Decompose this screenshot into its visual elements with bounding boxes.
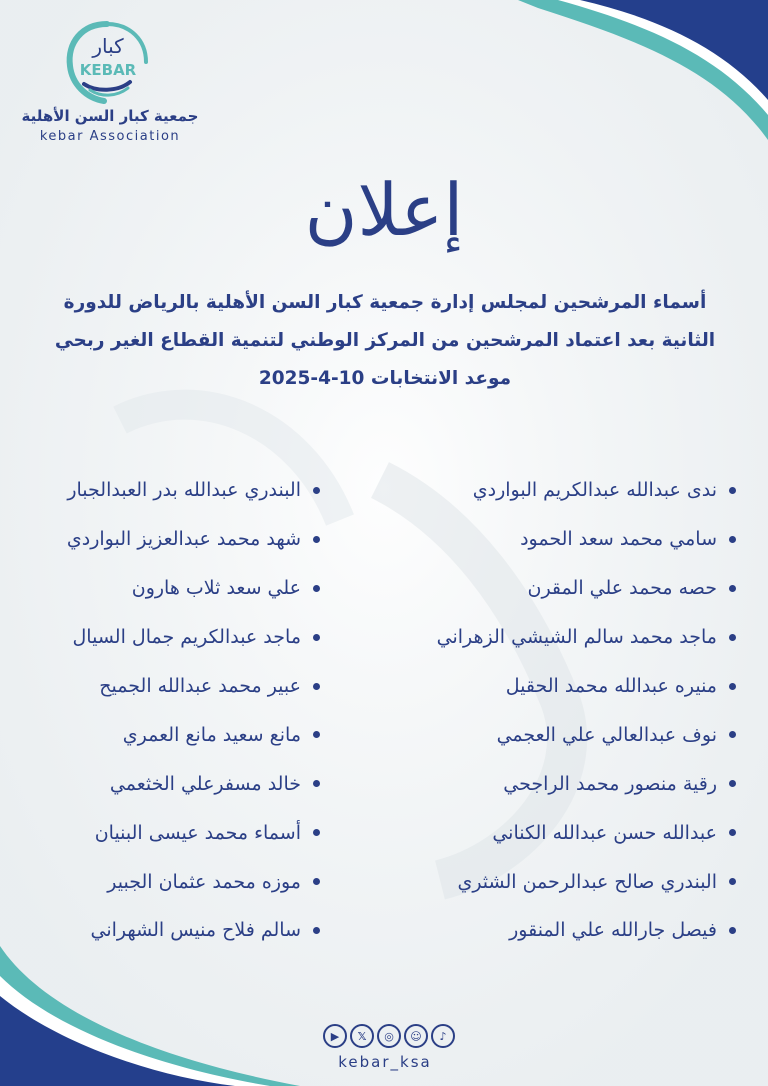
announcement-subtitle xyxy=(30,284,740,398)
list-item xyxy=(366,857,736,906)
candidate-name: عبير محمد عبدالله الجميح xyxy=(99,675,301,697)
bullet-icon xyxy=(729,829,736,836)
list-item xyxy=(366,710,736,759)
logo-latin-word: KEBAR xyxy=(79,61,137,79)
bullet-icon xyxy=(729,683,736,690)
association-name-english: kebar Association xyxy=(39,129,181,144)
list-item xyxy=(20,808,320,857)
list-item xyxy=(20,759,320,808)
list-item xyxy=(20,515,320,564)
candidate-name: مانع سعيد مانع العمري xyxy=(122,723,301,746)
candidate-name: البندري صالح عبدالرحمن الشثري xyxy=(457,870,717,893)
announcement-title: إعلان xyxy=(304,168,464,252)
bullet-icon xyxy=(729,878,736,885)
list-item xyxy=(20,710,320,759)
candidate-name: عبدالله حسن عبدالله الكناني xyxy=(492,821,717,844)
youtube-icon[interactable]: ▶ xyxy=(323,1024,347,1048)
bullet-icon xyxy=(313,927,320,934)
bullet-icon xyxy=(313,585,320,592)
candidate-name: خالد مسفرعلي الخثعمي xyxy=(109,772,301,795)
corner-decoration-top-right xyxy=(518,0,768,140)
candidate-name: سالم فلاح منيس الشهراني xyxy=(90,919,301,942)
list-item xyxy=(20,613,320,662)
candidate-name: منيره عبدالله محمد الحقيل xyxy=(505,675,717,697)
candidate-name: فيصل جارالله علي المنقور xyxy=(509,919,717,942)
bullet-icon xyxy=(313,731,320,738)
candidates-list-right xyxy=(366,466,736,955)
list-item xyxy=(20,564,320,613)
list-item xyxy=(366,564,736,613)
list-item xyxy=(366,808,736,857)
bullet-icon xyxy=(313,487,320,494)
subtitle-line: موعد الانتخابات 10-4-2025 xyxy=(258,368,512,389)
x-icon[interactable]: 𝕏 xyxy=(350,1024,374,1048)
candidate-name: سامي محمد سعد الحمود xyxy=(520,528,717,551)
candidate-name: ماجد عبدالكريم جمال السيال xyxy=(72,626,301,649)
list-item xyxy=(20,662,320,711)
candidate-name: نوف عبدالعالي علي العجمي xyxy=(496,723,717,746)
tiktok-icon[interactable]: ♪ xyxy=(431,1024,455,1048)
candidate-name: رقية منصور محمد الراجحي xyxy=(503,772,717,795)
bullet-icon xyxy=(313,634,320,641)
list-item xyxy=(366,515,736,564)
association-name-arabic: جمعية كبار السن الأهلية xyxy=(21,107,199,125)
instagram-icon[interactable]: ◎ xyxy=(377,1024,401,1048)
subtitle-line: أسماء المرشحين لمجلس إدارة جمعية كبار السن الأهلية بالرياض للدورة xyxy=(63,292,707,313)
bullet-icon xyxy=(313,780,320,787)
subtitle-line: الثانية بعد اعتماد المرشحين من المركز الوطني لتنمية القطاع الغير ربحي xyxy=(54,330,716,351)
list-item xyxy=(366,613,736,662)
bullet-icon xyxy=(729,780,736,787)
candidate-name: ماجد محمد سالم الشيشي الزهراني xyxy=(436,626,717,649)
candidates-list-left xyxy=(20,466,320,955)
list-item xyxy=(366,906,736,955)
bullet-icon xyxy=(729,731,736,738)
list-item xyxy=(366,759,736,808)
candidate-name: حصه محمد علي المقرن xyxy=(527,577,717,600)
candidate-name: موزه محمد عثمان الجبير xyxy=(107,870,301,893)
bullet-icon xyxy=(729,634,736,641)
bullet-icon xyxy=(729,585,736,592)
snapchat-icon[interactable]: ☺ xyxy=(404,1024,428,1048)
corner-decoration-bottom-left xyxy=(0,946,300,1086)
bullet-icon xyxy=(729,536,736,543)
social-handle[interactable]: kebar_ksa xyxy=(338,1053,432,1071)
list-item xyxy=(20,857,320,906)
candidate-name: البندري عبدالله بدر العبدالجبار xyxy=(67,479,301,502)
bullet-icon xyxy=(729,927,736,934)
list-item xyxy=(20,906,320,955)
bullet-icon xyxy=(313,683,320,690)
bullet-icon xyxy=(313,536,320,543)
logo-arabic-word: كبار xyxy=(92,34,124,58)
social-icons xyxy=(319,1024,459,1050)
kebar-logo xyxy=(62,18,152,108)
candidate-name: شهد محمد عبدالعزيز البواردي xyxy=(66,528,301,551)
candidate-name: أسماء محمد عيسى البنيان xyxy=(94,821,301,844)
bullet-icon xyxy=(313,878,320,885)
candidate-name: ندى عبدالله عبدالكريم البواردي xyxy=(472,479,717,502)
list-item xyxy=(366,662,736,711)
list-item xyxy=(366,466,736,515)
bullet-icon xyxy=(729,487,736,494)
list-item xyxy=(20,466,320,515)
bullet-icon xyxy=(313,829,320,836)
candidate-name: علي سعد ثلاب هارون xyxy=(131,577,301,600)
